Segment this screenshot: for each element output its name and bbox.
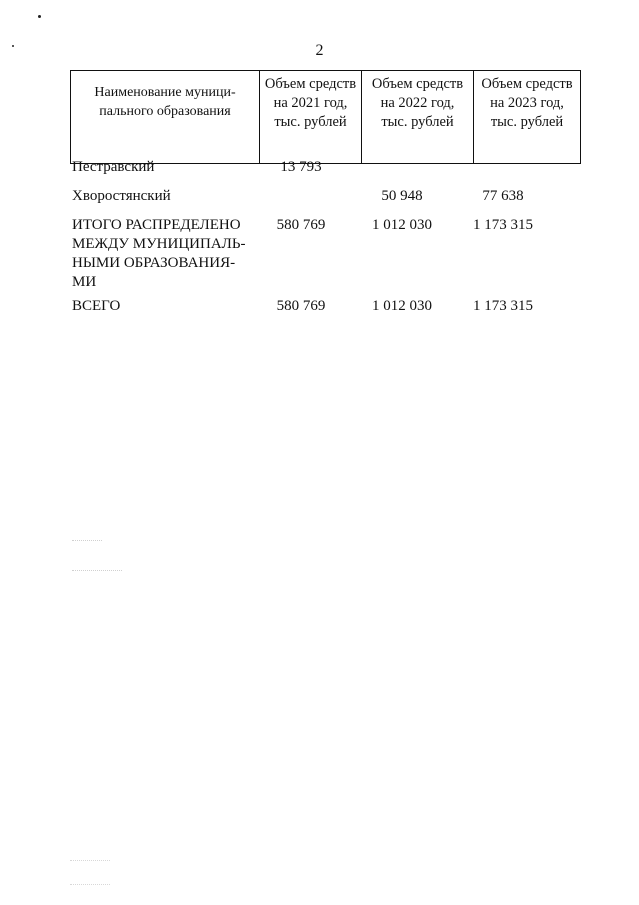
row-value-2023: 1 173 315 bbox=[473, 298, 533, 314]
row-value-2023: 1 173 315 bbox=[473, 217, 533, 233]
header-2022: Объем средств на 2022 год, тыс. рублей bbox=[362, 71, 474, 164]
row-value-2022: 1 012 030 bbox=[372, 217, 432, 233]
row-name: ИТОГО РАСПРЕДЕЛЕНО МЕЖДУ МУНИЦИПАЛЬ-НЫМИ ОБРАЗОВАНИЯ-МИ bbox=[72, 217, 246, 290]
row-value-2021: 13 793 bbox=[280, 159, 322, 175]
header-2023: Объем средств на 2023 год, тыс. рублей bbox=[474, 71, 581, 164]
row-value-2021: 580 769 bbox=[276, 298, 326, 314]
row-value-2021: 580 769 bbox=[276, 217, 326, 233]
scan-speck bbox=[38, 15, 41, 18]
scan-noise bbox=[72, 560, 122, 571]
page-number: 2 bbox=[315, 42, 324, 59]
scan-noise bbox=[72, 530, 102, 541]
header-municipality: Наименование муници-пального образования bbox=[71, 71, 260, 164]
scan-noise bbox=[70, 852, 110, 861]
row-name: ВСЕГО bbox=[72, 298, 121, 314]
row-value-2022: 1 012 030 bbox=[372, 298, 432, 314]
table-header-row bbox=[71, 71, 581, 164]
row-value-2022: 50 948 bbox=[381, 188, 423, 204]
row-value-2023: 77 638 bbox=[482, 188, 524, 204]
row-name: Хворостянский bbox=[72, 188, 171, 204]
header-2021: Объем средств на 2021 год, тыс. рублей bbox=[260, 71, 362, 164]
scan-noise bbox=[70, 876, 110, 885]
row-name: Пестравский bbox=[72, 159, 155, 175]
allocation-table-header bbox=[70, 70, 581, 164]
